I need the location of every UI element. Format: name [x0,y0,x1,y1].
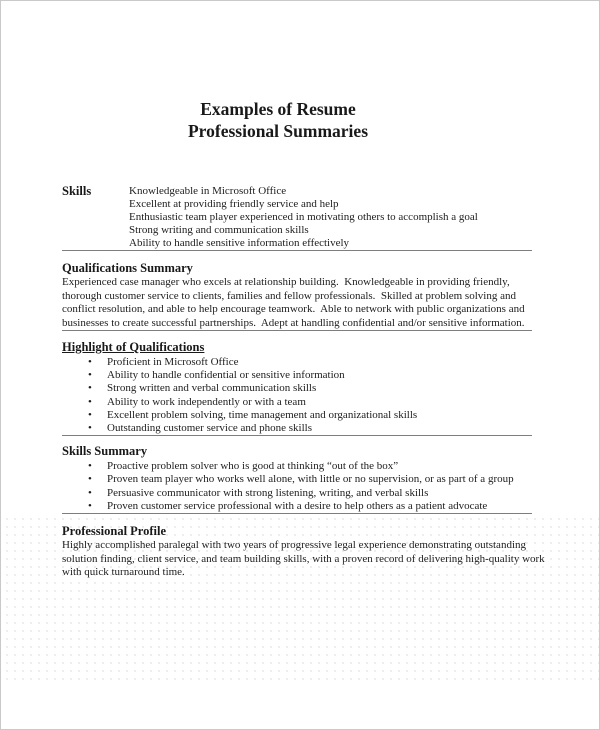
skills-summary-list [62,460,545,513]
highlight-of-qualifications-list [62,356,545,435]
skills-summary-section [62,444,545,513]
skills-list-item: Enthusiastic team player experienced in motivating others to accomplish a goal [129,211,478,223]
bullet-item: • Proven customer service professional with a desire to help others as a patient advocate [107,500,545,513]
bullet-item: • Persuasive communicator with strong listening, writing, and verbal skills [107,487,545,500]
highlight-of-qualifications-section [62,340,545,435]
section-divider [62,513,532,514]
qualifications-summary-heading: Qualifications Summary [62,261,193,275]
section-divider [62,250,532,251]
bullet-item: • Proficient in Microsoft Office [107,356,545,369]
document-title-line2: Professional Summaries [187,121,369,141]
bullet-item: • Proven team player who works well alone, with little or no supervision, or as part of a group [107,473,545,486]
skills-list-item: Knowledgeable in Microsoft Office [129,185,287,197]
qualifications-summary-paragraph: Experienced case manager who excels at relationship building. Knowledgeable in providing friendly, thorough customer service to clients, families and fellow professionals. Skilled at problem solving and conflict resolution, and able to help encourage teamwork. Able to network with public organizations and businesses to create successful partnerships. Adept at handling confidential and/or sensitive information. [62,276,528,329]
bullet-item: • Outstanding customer service and phone skills [107,422,545,435]
bullet-item: • Ability to handle confidential or sensitive information [107,369,545,382]
bullet-item: • Strong written and verbal communication skills [107,382,545,395]
highlight-of-qualifications-heading: Highlight of Qualifications [62,340,205,354]
skills-list [129,185,478,250]
professional-profile-paragraph: Highly accomplished paralegal with two years of progressive legal experience demonstrating outstanding solution finding, client service, and team building skills, with a proven record of delivering high-quality work with quick turnaround time. [62,539,548,579]
skills-list-item: Strong writing and communication skills [129,224,309,236]
skills-list-item: Excellent at providing friendly service and help [129,198,339,210]
skills-section-label: Skills [62,184,92,198]
skills-section [62,185,545,250]
skills-list-item: Ability to handle sensitive information effectively [129,237,350,249]
section-divider [62,435,532,436]
document-title [62,1,494,142]
professional-profile-heading: Professional Profile [62,524,167,539]
qualifications-summary-section [62,261,545,330]
bullet-item: • Excellent problem solving, time management and organizational skills [107,409,545,422]
bullet-item: • Proactive problem solver who is good at thinking “out of the box” [107,460,545,473]
bullet-item: • Ability to work independently or with a team [107,396,545,409]
professional-profile-section [1,513,599,681]
section-divider [62,330,532,331]
skills-summary-heading: Skills Summary [62,444,148,459]
document-title-line1: Examples of Resume [200,99,356,119]
